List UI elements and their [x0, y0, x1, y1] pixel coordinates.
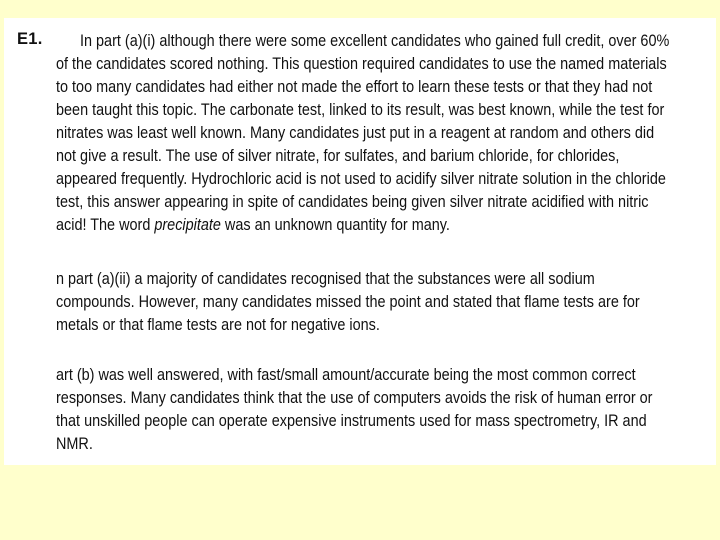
paragraph-1-line: not give a result. The use of silver nitrate, for sulfates, and barium chloride, for chlorides, — [56, 147, 620, 165]
paragraph-1-line: appeared frequently. Hydrochloric acid is not used to acidify silver nitrate solution in the chloride — [56, 170, 666, 188]
paragraph-2-line: metals or that flame tests are not for negative ions. — [56, 316, 380, 334]
paragraph-1-line: In part (a)(i) although there were some excellent candidates who gained full credit, over 60% — [80, 32, 670, 50]
emphasis-precipitate: precipitate — [154, 216, 221, 234]
paragraph-1-line: nitrates was least well known. Many candidates just put in a reagent at random and others did — [56, 124, 655, 142]
paragraph-3-line: responses. Many candidates think that the use of computers avoids the risk of human error or — [56, 389, 653, 407]
paragraph-3-line: NMR. — [56, 435, 93, 453]
report-panel — [4, 18, 716, 465]
paragraph-1-line: to too many candidates had either not made the effort to learn these tests or that they had not — [56, 78, 653, 96]
paragraph-1-last-text-end: was an unknown quantity for many. — [220, 216, 450, 234]
paragraph-2-line: compounds. However, many candidates missed the point and stated that flame tests are for — [56, 293, 640, 311]
paragraph-1-line: of the candidates scored nothing. This question required candidates to use the named materials — [56, 55, 667, 73]
paragraph-3-line: art (b) was well answered, with fast/small amount/accurate being the most common correct — [56, 366, 636, 384]
paragraph-1-line: been taught this topic. The carbonate test, linked to its result, was best known, while the test for — [56, 101, 665, 119]
paragraph-3-line: that unskilled people can operate expensive instruments used for mass spectrometry, IR and — [56, 412, 647, 430]
section-label: E1. — [17, 30, 43, 48]
paragraph-1-line: test, this answer appearing in spite of candidates being given silver nitrate acidified with nitric — [56, 193, 649, 211]
paragraph-1-last-text: acid! The word — [56, 216, 155, 234]
paragraph-1-last-line — [56, 214, 450, 236]
paragraph-2-line: n part (a)(ii) a majority of candidates recognised that the substances were all sodium — [56, 270, 595, 288]
